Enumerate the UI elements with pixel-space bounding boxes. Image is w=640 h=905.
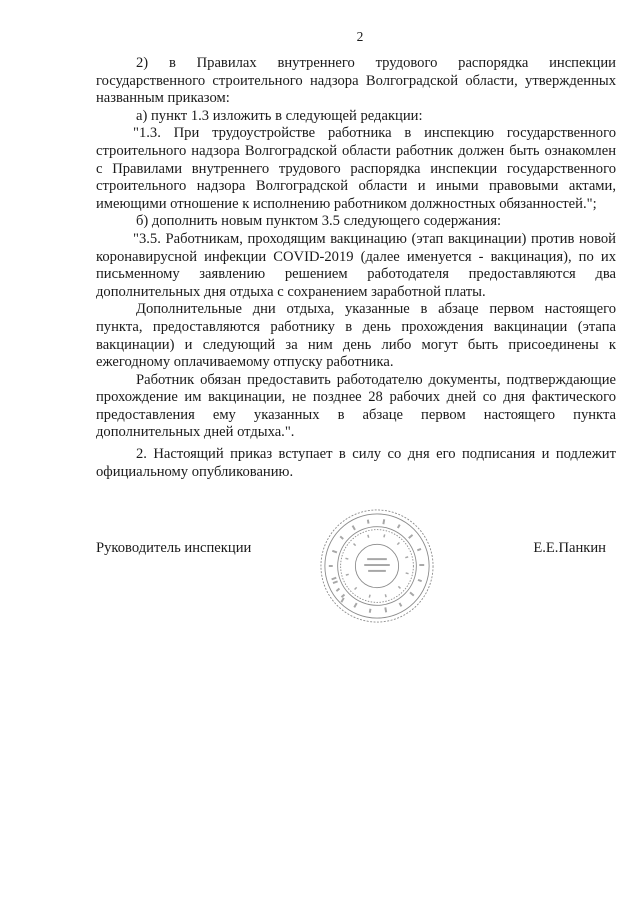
page-number: 2 — [356, 29, 364, 44]
paragraph-clause-1-3: "1.3. При трудоустройстве работника в инспекцию государственного строительного надзора Волгоградской области работник должен быть ознакомлен с Правилами внутреннего трудового распорядка инспекции государственного строительного надзора Волгоградской области и иными правовыми актами, имеющими отношение к исполнению работником должностных обязанностей."; — [96, 125, 616, 212]
document-body — [96, 55, 616, 481]
signatory-name: Е.Е.Панкин — [533, 540, 606, 556]
signatory-title: Руководитель инспекции — [96, 540, 252, 556]
paragraph-item-b: б) дополнить новым пунктом 3.5 следующего содержания: — [136, 213, 502, 230]
paragraph-extra-days: Дополнительные дни отдыха, указанные в абзаце первом настоящего пункта, предоставляются работнику в день прохождения вакцинации (этапа вакцинации) и следующий за ним день либо могут быть присоединены к ежегодному оплачиваемому отпуску работника. — [96, 301, 616, 371]
official-seal-stamp — [318, 507, 436, 625]
paragraph-rules-amendment: 2) в Правилах внутреннего трудового распорядка инспекции государственного строительного надзора Волгоградской области, утвержденных названным приказом: — [96, 55, 616, 107]
paragraph-effective: 2. Настоящий приказ вступает в силу со дня его подписания и подлежит официальному опубликованию. — [96, 446, 616, 480]
paragraph-documents: Работник обязан предоставить работодателю документы, подтверждающие прохождение им вакцинации, не позднее 28 рабочих дней со дня фактического предоставления ему указанных в абзаце первом настоящего пункта дополнительных дней отдыха.". — [96, 371, 616, 441]
paragraph-clause-3-5: "3.5. Работникам, проходящим вакцинацию (этап вакцинации) против новой коронавирусной инфекции COVID-2019 (далее именуется - вакцинация), по их письменному заявлению решением работодателя предоставляются два дополнительных дня отдыха с сохранением заработной платы. — [96, 230, 616, 300]
paragraph-item-a: а) пункт 1.3 изложить в следующей редакции: — [136, 107, 423, 124]
